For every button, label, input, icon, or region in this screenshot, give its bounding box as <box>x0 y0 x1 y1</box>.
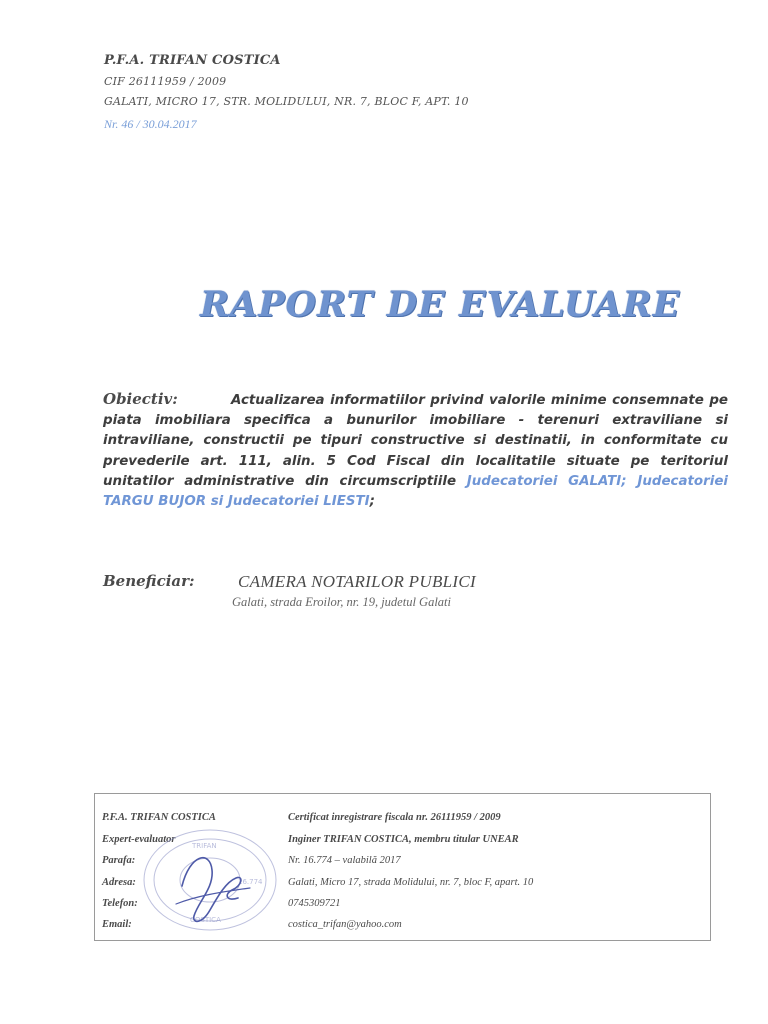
info-key: Email: <box>102 919 132 930</box>
info-row <box>95 877 710 897</box>
stamp-text-bottom: COSTICA <box>190 916 221 924</box>
objective-label: Obiectiv: <box>103 390 178 408</box>
info-key: Parafa: <box>102 855 136 866</box>
info-row <box>95 834 710 854</box>
info-value: Galati, Micro 17, strada Molidului, nr. 7, bloc F, apart. 10 <box>288 877 534 888</box>
evaluator-info-box <box>94 793 711 941</box>
info-value: 0745309721 <box>288 898 341 909</box>
objective-courts: Judecatoriei GALATI; Judecatoriei TARGU BUJOR si Judecatoriei LIESTI <box>103 473 728 510</box>
company-cif: CIF 26111959 / 2009 <box>104 75 227 88</box>
beneficiary-address: Galati, strada Eroilor, nr. 19, judetul Galati <box>232 595 452 609</box>
stamp-text-top: TRIFAN <box>192 842 217 850</box>
page-title: RAPORT DE EVALUARE <box>200 284 681 325</box>
info-row <box>95 919 710 939</box>
company-name: P.F.A. TRIFAN COSTICA <box>104 53 281 68</box>
info-key: Telefon: <box>102 898 138 909</box>
info-value: costica_trifan@yahoo.com <box>288 919 402 930</box>
info-row <box>95 855 710 875</box>
objective-paragraph <box>103 389 728 512</box>
objective-text: Actualizarea informatiilor privind valorile minime consemnate pe piata imobiliara specifica a bunurilor imobiliare - terenuri extraviliane si intraviliane, constructii pe tipuri constructive si destinatii, in conformitate cu prevederile art. 111, alin. 5 Cod Fiscal din localitatile situate pe teritoriul unitatilor administrative din circumscriptiile <box>103 393 728 489</box>
beneficiary-name: CAMERA NOTARILOR PUBLICI <box>238 572 476 591</box>
registration-number: Nr. 46 / 30.04.2017 <box>104 117 197 131</box>
company-address: GALATI, MICRO 17, STR. MOLIDULUI, NR. 7, BLOC F, APT. 10 <box>104 95 469 108</box>
info-value: Nr. 16.774 – valabilă 2017 <box>288 855 401 866</box>
info-row <box>95 898 710 918</box>
beneficiary-label: Beneficiar: <box>103 572 195 590</box>
info-row <box>95 812 710 832</box>
objective-end: ; <box>369 494 376 510</box>
info-key: Expert-evaluator <box>102 834 176 845</box>
info-value: Inginer TRIFAN COSTICA, membru titular UNEAR <box>288 834 519 845</box>
info-value: Certificat inregistrare fiscala nr. 26111959 / 2009 <box>288 812 501 823</box>
info-key: Adresa: <box>102 877 136 888</box>
stamp-text-mid: 16.774 <box>238 878 263 886</box>
info-key: P.F.A. TRIFAN COSTICA <box>102 812 216 823</box>
